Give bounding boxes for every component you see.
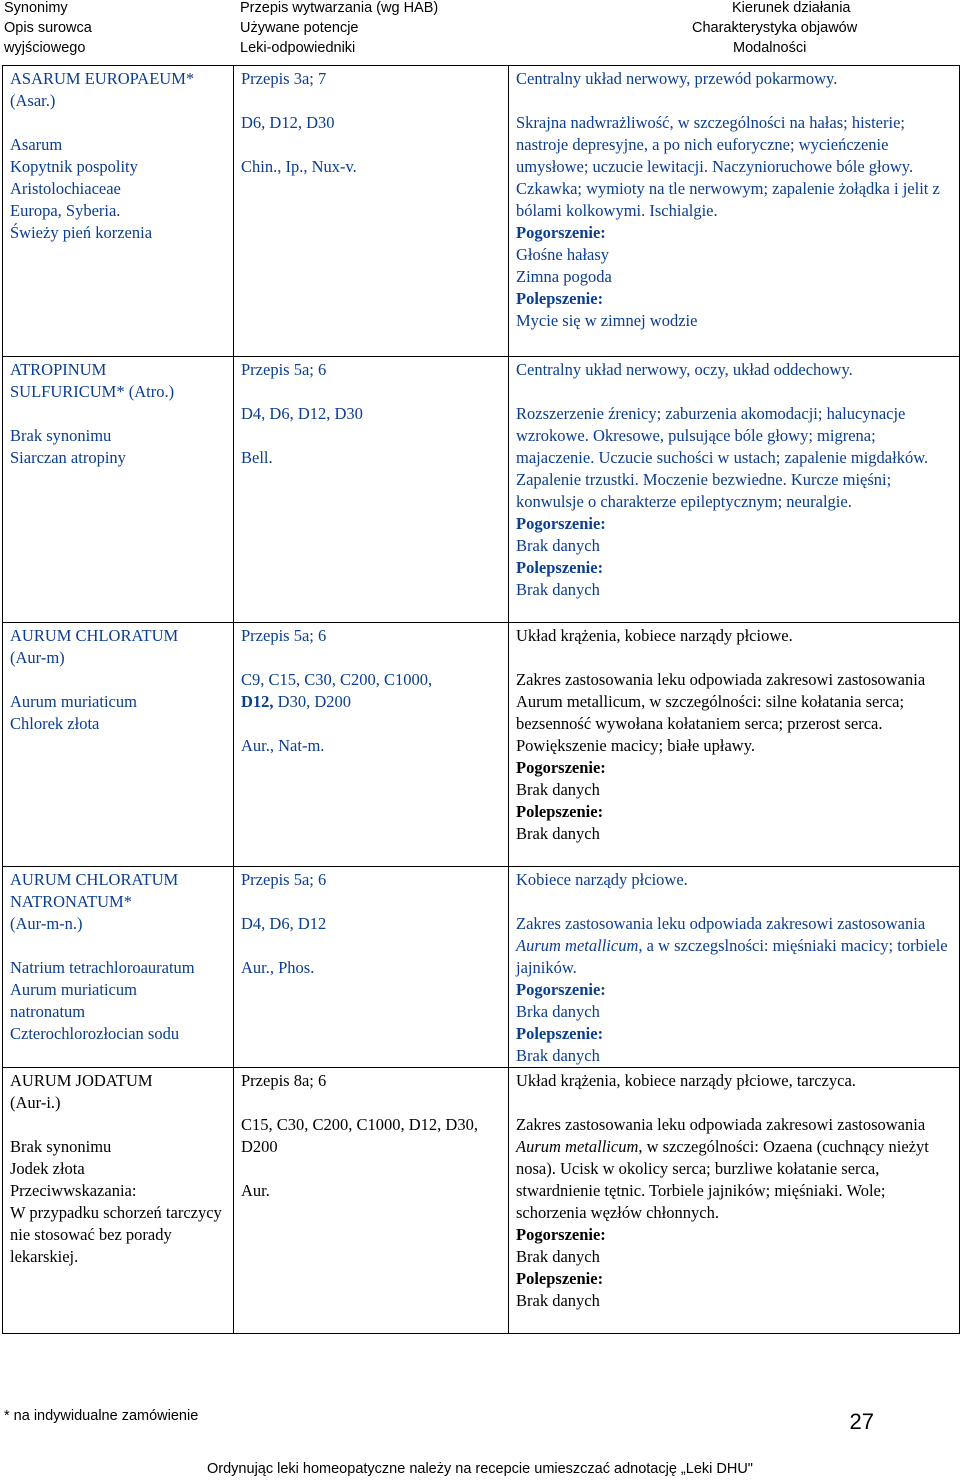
remedy-abbrev: (Aur-i.) (10, 1093, 61, 1112)
header-text: wyjściowego (4, 40, 86, 56)
improvement-item: Brak danych (516, 580, 600, 599)
worsening-item: Zimna pogoda (516, 267, 612, 286)
contraindication-label: Przeciwwskazania: (10, 1181, 137, 1200)
action-direction: Centralny układ nerwowy, oczy, układ oddechowy. (516, 360, 853, 379)
recipe-text: Przepis 5a; 6 (241, 360, 327, 379)
symptoms-part: , a w szczegslności: mięśniaki macicy; torbiele jajników. (516, 936, 948, 977)
table-row (3, 66, 960, 357)
worsening-label: Pogorszenie: (516, 980, 606, 999)
improvement-item: Brak danych (516, 1291, 600, 1310)
synonym-text: Chlorek złota (10, 714, 100, 733)
synonym-text: Asarum (10, 135, 63, 154)
related-remedies: Bell. (241, 448, 273, 467)
page-number: 27 (849, 1409, 874, 1434)
cell-action (509, 357, 960, 623)
header-text: Modalności (733, 40, 807, 56)
header-text: Opis surowca (4, 20, 92, 36)
remedy-abbrev: (Asar.) (10, 91, 56, 110)
synonym-text: Świeży pień korzenia (10, 223, 153, 242)
improvement-item: Brak danych (516, 824, 600, 843)
table-row (3, 623, 960, 867)
potency-text (241, 669, 502, 713)
cell-action (509, 867, 960, 1068)
symptoms-text: Rozszerzenie źrenicy; zaburzenia akomodacji; halucynacje wzrokowe. Okresowe, pulsujące bóle głowy; migrena; majaczenie. Uczucie suchości w ustach; zapalenie migdałków. Zapalenie trzustki. Moczenie bezwiedne. Kurcze mięśni; konwulsje o charakterze epileptycznym; neuralgie. (516, 404, 929, 511)
related-remedies: Chin., Ip., Nux-v. (241, 157, 357, 176)
cell-synonyms (3, 867, 234, 1068)
header-text: Charakterystyka objawów (692, 20, 858, 36)
cell-synonyms (3, 66, 234, 357)
remedy-name: ASARUM EUROPAEUM* (10, 69, 195, 88)
symptoms-part: , w szczególności: Ozaena (cuchnący nieżyt nosa). Ucisk w okolicy serca; burzliwe kołatanie serca, stwardnienie tętnic. Torbiele jajników; mięśniaki. Wole; schorzenia węzłów chłonnych. (516, 1137, 929, 1222)
contraindication-text: W przypadku schorzeń tarczycy nie stosować bez porady lekarskiej. (10, 1203, 222, 1266)
symptoms-text (516, 1114, 953, 1224)
potency-text: D6, D12, D30 (241, 113, 335, 132)
related-remedies: Aur., Phos. (241, 958, 315, 977)
footnote: * na indywidualne zamówienie (4, 1408, 199, 1424)
cell-action (509, 66, 960, 357)
worsening-label: Pogorszenie: (516, 758, 606, 777)
cell-recipe (234, 867, 509, 1068)
header-text: Kierunek działania (732, 0, 851, 16)
header-text: Leki-odpowiedniki (240, 40, 356, 56)
worsening-item: Brka danych (516, 1002, 600, 1021)
worsening-label: Pogorszenie: (516, 514, 606, 533)
synonym-text: Europa, Syberia. (10, 201, 121, 220)
cell-action (509, 623, 960, 867)
improvement-item: Brak danych (516, 1046, 600, 1065)
bottom-note: Ordynując leki homeopatyczne należy na recepcie umieszczać adnotację „Leki DHU" (207, 1461, 753, 1477)
cell-recipe (234, 1068, 509, 1334)
worsening-item: Brak danych (516, 1247, 600, 1266)
improvement-label: Polepszenie: (516, 289, 604, 308)
remedy-abbrev: (Aur-m-n.) (10, 914, 83, 933)
recipe-text: Przepis 5a; 6 (241, 626, 327, 645)
remedy-abbrev: SULFURICUM* (Atro.) (10, 382, 175, 401)
worsening-label: Pogorszenie: (516, 1225, 606, 1244)
synonym-text: Brak synonimu (10, 426, 112, 445)
symptoms-italic: Aurum metallicum (516, 1137, 639, 1156)
potency-text: C15, C30, C200, C1000, D12, D30, D200 (241, 1115, 478, 1156)
action-direction: Kobiece narządy płciowe. (516, 870, 688, 889)
header-text: Synonimy (4, 0, 68, 16)
worsening-item: Głośne hałasy (516, 245, 610, 264)
action-direction: Układ krążenia, kobiece narządy płciowe, tarczyca. (516, 1071, 856, 1090)
symptoms-part: Zakres zastosowania leku odpowiada zakresowi zastosowania (516, 1115, 926, 1134)
header-text: Przepis wytwarzania (wg HAB) (240, 0, 439, 16)
improvement-label: Polepszenie: (516, 802, 604, 821)
remedy-name: ATROPINUM (10, 360, 107, 379)
action-direction: Centralny układ nerwowy, przewód pokarmowy. (516, 69, 838, 88)
remedy-name: AURUM JODATUM (10, 1071, 153, 1090)
potency-part: C9, C15, C30, C200, C1000, (241, 670, 433, 689)
synonym-text: Siarczan atropiny (10, 448, 126, 467)
remedy-name: AURUM CHLORATUM (10, 626, 179, 645)
related-remedies: Aur. (241, 1181, 270, 1200)
worsening-label: Pogorszenie: (516, 223, 606, 242)
synonym-text: Brak synonimu (10, 1137, 112, 1156)
potency-text: D4, D6, D12 (241, 914, 327, 933)
symptoms-text: Skrajna nadwrażliwość, w szczególności na hałas; histerie; nastroje depresyjne, a po nich euforyczne; wycieńczenie umysłowe; uczucie lewitacji. Naczynioruchowe bóle głowy. Czkawka; wymioty na tle nerwowym; zapalenie żołądka i jelit z bólami kolkowymi. Ischialgie. (516, 113, 940, 220)
symptoms-text: Zakres zastosowania leku odpowiada zakresowi zastosowania Aurum metallicum, w szczególności: silne kołatania serca; bezsenność wywołana kołataniem serca; przerost serca. Powiększenie macicy; białe upławy. (516, 670, 926, 755)
worsening-item: Brak danych (516, 536, 600, 555)
cell-action (509, 1068, 960, 1334)
improvement-label: Polepszenie: (516, 1024, 604, 1043)
table-row (3, 867, 960, 1068)
remedy-name: AURUM CHLORATUM (10, 870, 179, 889)
recipe-text: Przepis 3a; 7 (241, 69, 327, 88)
cell-synonyms (3, 357, 234, 623)
header-text: Używane potencje (240, 20, 359, 36)
action-direction: Układ krążenia, kobiece narządy płciowe. (516, 626, 793, 645)
column-header (0, 0, 960, 60)
symptoms-text (516, 913, 953, 979)
header-col-synonyms (4, 0, 92, 58)
synonym-text: Aurum muriaticum (10, 980, 137, 999)
improvement-item: Mycie się w zimnej wodzie (516, 311, 698, 330)
cell-recipe (234, 357, 509, 623)
header-col-recipe (240, 0, 438, 58)
potency-text: D4, D6, D12, D30 (241, 404, 363, 423)
synonym-text: Czterochlorozłocian sodu (10, 1024, 180, 1043)
table-row (3, 357, 960, 623)
recipe-text: Przepis 8a; 6 (241, 1071, 327, 1090)
symptoms-italic: Aurum metallicum (516, 936, 639, 955)
potency-part: D30, D200 (273, 692, 352, 711)
improvement-label: Polepszenie: (516, 558, 604, 577)
symptoms-part: Zakres zastosowania leku odpowiada zakresowi zastosowania (516, 914, 926, 933)
remedy-abbrev: (Aur-m) (10, 648, 65, 667)
synonym-text: Natrium tetrachloroauratum (10, 958, 195, 977)
synonym-text: Aristolochiaceae (10, 179, 121, 198)
synonym-text: natronatum (10, 1002, 86, 1021)
improvement-label: Polepszenie: (516, 1269, 604, 1288)
synonym-text: Jodek złota (10, 1159, 85, 1178)
synonym-text: Kopytnik pospolity (10, 157, 138, 176)
synonym-text: Aurum muriaticum (10, 692, 137, 711)
potency-bold: D12, (241, 692, 274, 711)
cell-synonyms (3, 1068, 234, 1334)
worsening-item: Brak danych (516, 780, 600, 799)
cell-recipe (234, 66, 509, 357)
cell-synonyms (3, 623, 234, 867)
remedy-table (2, 65, 960, 1334)
remedy-name: NATRONATUM* (10, 892, 132, 911)
recipe-text: Przepis 5a; 6 (241, 870, 327, 889)
related-remedies: Aur., Nat-m. (241, 736, 325, 755)
cell-recipe (234, 623, 509, 867)
table-row (3, 1068, 960, 1334)
